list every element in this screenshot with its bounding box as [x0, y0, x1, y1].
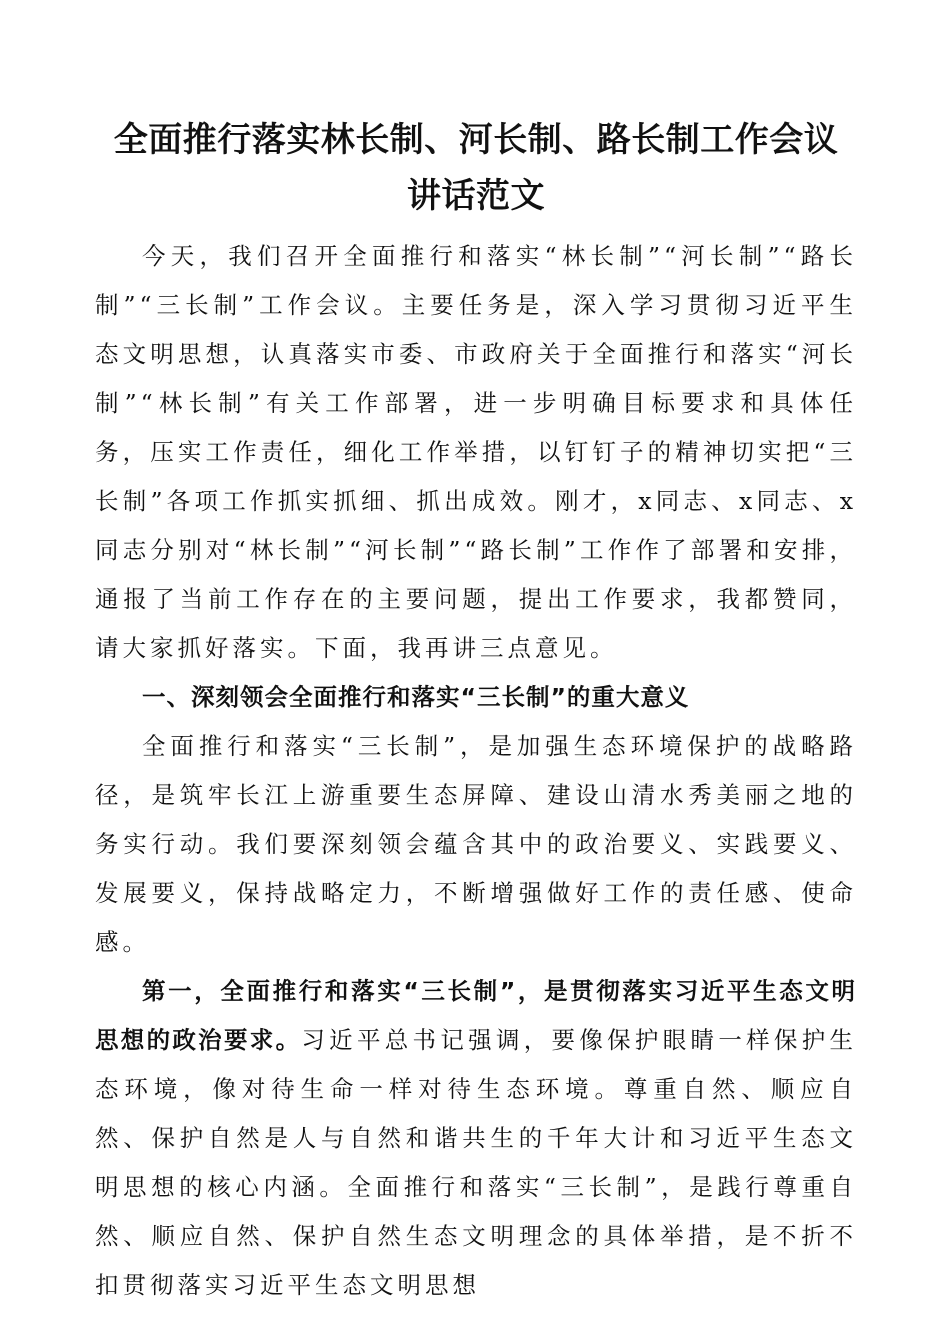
intro-paragraph: 今天，我们召开全面推行和落实“林长制”“河长制”“路长制”“三长制”工作会议。主要任务是，深入学习贯彻习近平生态文明思想，认真落实市委、市政府关于全面推行和落实“河长制”“林长制”有关工作部署，进一步明确目标要求和具体任务，压实工作责任，细化工作举措，以钉钉子的精神切实把“三长制”各项工作抓实抓细、抓出成效。刚才，x同志、x同志、x同志分别对“林长制”“河长制”“路长制”工作作了部署和安排，通报了当前工作存在的主要问题，提出工作要求，我都赞同，请大家抓好落实。下面，我再讲三点意见。	[95, 242, 857, 662]
title-line-2: 讲话范文	[407, 176, 545, 216]
section-heading-1: 一、深刻领会全面推行和落实“三长制”的重大意义	[142, 683, 690, 711]
point-1-body: 习近平总书记强调，要像保护眼睛一样保护生态环境，像对待生命一样对待生态环境。尊重自然、顺应自然、保护自然是人与自然和谐共生的千年大计和习近平生态文明思想的核心内涵。全面推行和落实“三长制”，是践行尊重自然、顺应自然、保护自然生态文明理念的具体举措，是不折不扣贯彻落实习近平生态文明思想	[95, 1026, 858, 1299]
point-1-lead: 第一，全面推行和落实“三长制”，是贯彻落实习近平生态文明思想的政治要求。	[95, 977, 857, 1054]
document-page	[95, 112, 857, 1310]
point-1-paragraph	[95, 967, 857, 1310]
section-1-paragraph: 全面推行和落实“三长制”，是加强生态环境保护的战略路径，是筑牢长江上游重要生态屏障、建设山清水秀美丽之地的务实行动。我们要深刻领会蕴含其中的政治要义、实践要义、发展要义，保持战略定力，不断增强做好工作的责任感、使命感。	[95, 732, 857, 956]
title-line-1: 全面推行落实林长制、河长制、路长制工作会议	[113, 120, 839, 160]
document-title	[95, 112, 857, 224]
